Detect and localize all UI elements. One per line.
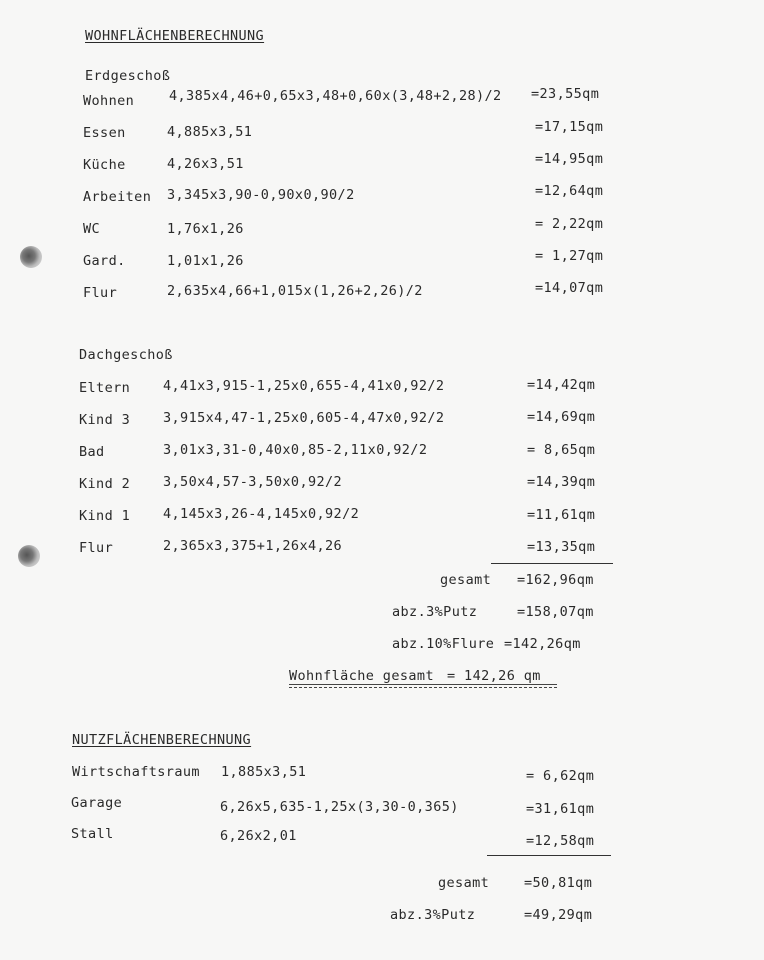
dachgeschoss-heading: Dachgeschoß [79, 347, 173, 363]
room-formula: 1,76x1,26 [167, 221, 244, 237]
room-name: Küche [83, 157, 126, 173]
room-name: WC [83, 221, 101, 237]
nutzflaechen-title: NUTZFLÄCHENBERECHNUNG [72, 732, 252, 748]
room-name: Flur [83, 285, 118, 301]
total-label: abz.3%Putz [392, 604, 478, 620]
room-formula: 1,885x3,51 [221, 764, 307, 780]
wohnflaechen-title: WOHNFLÄCHENBERECHNUNG [85, 28, 265, 44]
room-formula: 4,26x3,51 [167, 156, 244, 172]
room-result: =23,55qm [531, 86, 600, 102]
room-formula: 3,01x3,31-0,40x0,85-2,11x0,92/2 [163, 442, 428, 458]
room-name: Kind 1 [79, 508, 131, 524]
sum-rule-wohn [491, 563, 613, 564]
room-name: Wohnen [83, 93, 135, 109]
sum-rule-nutz [487, 855, 611, 856]
wohnflaeche-label: Wohnfläche gesamt [289, 668, 434, 684]
room-formula: 4,885x3,51 [167, 124, 253, 140]
room-formula: 4,145x3,26-4,145x0,92/2 [163, 506, 360, 522]
room-result: = 6,62qm [526, 768, 595, 784]
room-result: =31,61qm [526, 801, 595, 817]
room-result: =13,35qm [527, 539, 596, 555]
nutz-total-value: =49,29qm [524, 907, 593, 923]
nutz-total-label: abz.3%Putz [390, 907, 476, 923]
room-name: Flur [79, 540, 114, 556]
total-value: =162,96qm [517, 572, 594, 588]
room-result: =14,69qm [527, 409, 596, 425]
room-name: Kind 2 [79, 476, 131, 492]
room-formula: 4,385x4,46+0,65x3,48+0,60x(3,48+2,28)/2 [169, 88, 502, 104]
room-result: =17,15qm [535, 119, 604, 135]
room-result: =12,58qm [526, 833, 595, 849]
room-name: Bad [79, 444, 105, 460]
room-name: Stall [71, 826, 114, 842]
room-result: =14,95qm [535, 151, 604, 167]
punch-hole-bottom [18, 545, 40, 567]
nutz-total-label: gesamt [438, 875, 490, 891]
room-result: =11,61qm [527, 507, 596, 523]
room-formula: 4,41x3,915-1,25x0,655-4,41x0,92/2 [163, 378, 445, 394]
total-value: =142,26qm [504, 636, 581, 652]
room-formula: 6,26x5,635-1,25x(3,30-0,365) [220, 799, 459, 815]
total-value: =158,07qm [517, 604, 594, 620]
room-name: Kind 3 [79, 412, 131, 428]
room-result: =14,39qm [527, 474, 596, 490]
erdgeschoss-heading: Erdgeschoß [85, 68, 171, 84]
wohnflaeche-value: = 142,26 qm [447, 668, 541, 684]
room-formula: 6,26x2,01 [220, 828, 297, 844]
room-name: Eltern [79, 380, 131, 396]
room-result: = 1,27qm [535, 248, 604, 264]
room-result: =14,07qm [535, 280, 604, 296]
room-formula: 3,345x3,90-0,90x0,90/2 [167, 187, 355, 203]
nutz-total-value: =50,81qm [524, 875, 593, 891]
room-formula: 3,50x4,57-3,50x0,92/2 [163, 474, 343, 490]
room-name: Arbeiten [83, 189, 152, 205]
room-name: Essen [83, 125, 126, 141]
room-result: = 8,65qm [527, 442, 596, 458]
room-formula: 2,365x3,375+1,26x4,26 [163, 538, 343, 554]
total-label: abz.10%Flure [392, 636, 495, 652]
room-name: Garage [71, 795, 123, 811]
room-result: = 2,22qm [535, 216, 604, 232]
punch-hole-top [20, 246, 42, 268]
room-formula: 1,01x1,26 [167, 253, 244, 269]
double-underline-bottom [289, 687, 557, 688]
room-formula: 3,915x4,47-1,25x0,605-4,47x0,92/2 [163, 410, 445, 426]
room-result: =12,64qm [535, 183, 604, 199]
room-result: =14,42qm [527, 377, 596, 393]
room-name: Wirtschaftsraum [72, 764, 200, 780]
room-formula: 2,635x4,66+1,015x(1,26+2,26)/2 [167, 283, 423, 299]
room-name: Gard. [83, 253, 126, 269]
double-underline-top [289, 684, 557, 685]
total-label: gesamt [440, 572, 492, 588]
